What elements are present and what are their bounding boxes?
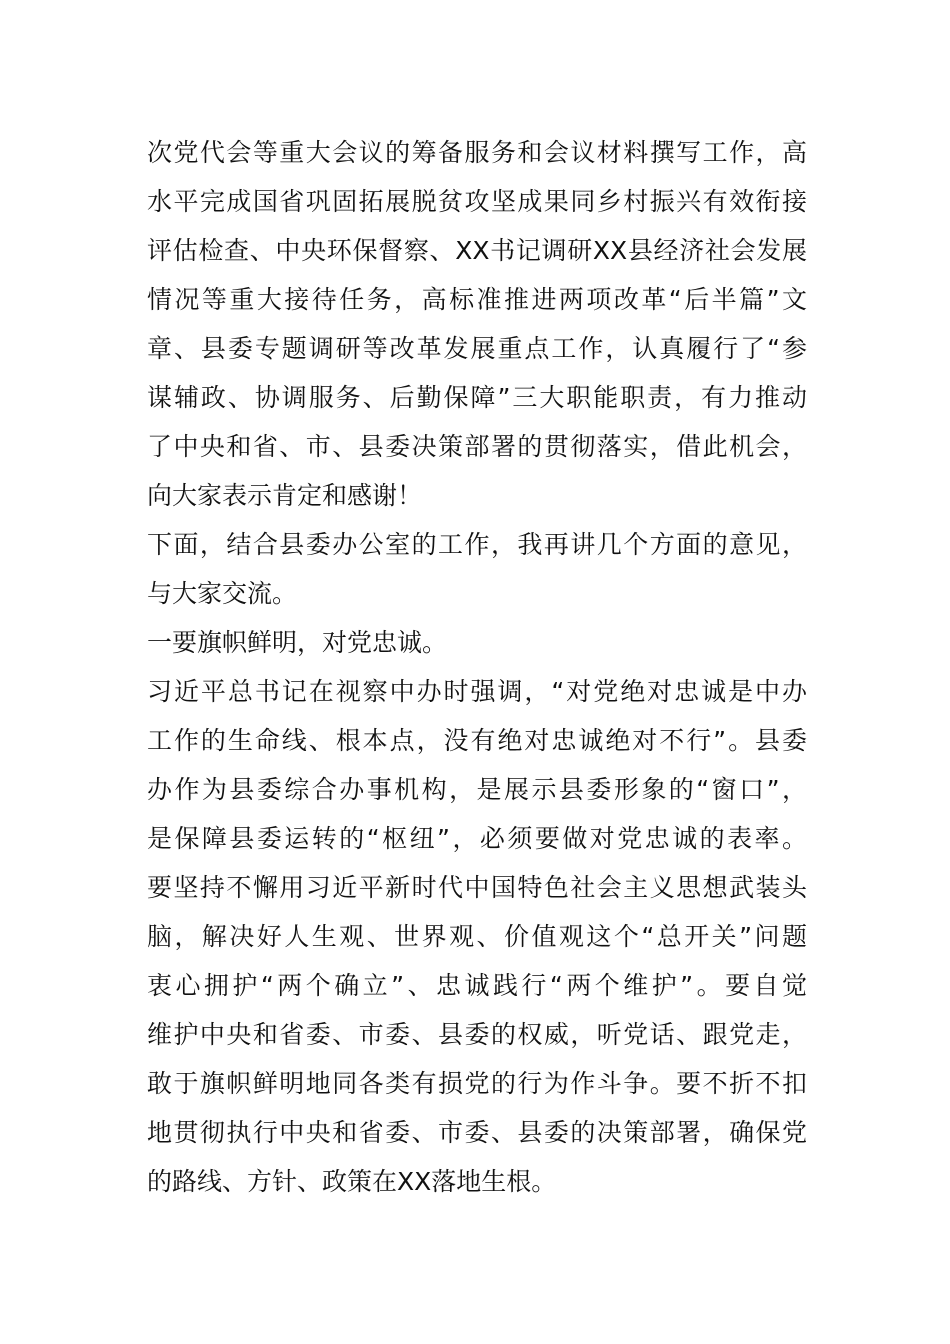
paragraph-2-line-2: 与大家交流。	[147, 579, 298, 608]
paragraph-4-line-6: 脑，解决好人生观、世界观、价值观这个“总开关”问题	[147, 922, 807, 951]
paragraph-4-line-8: 维护中央和省委、市委、县委的权威，听党话、跟党走，	[147, 1020, 807, 1049]
paragraph-1-line-5: 章、县委专题调研等改革发展重点工作，认真履行了“参	[147, 334, 807, 363]
paragraph-4-line-5: 要坚持不懈用习近平新时代中国特色社会主义思想武装头	[147, 873, 807, 902]
section-heading: 一要旗帜鲜明，对党忠诚。	[147, 628, 448, 657]
paragraph-1-line-7: 了中央和省、市、县委决策部署的贯彻落实，借此机会，	[147, 432, 807, 461]
paragraph-1-line-2: 水平完成国省巩固拓展脱贫攻坚成果同乡村振兴有效衔接	[147, 187, 807, 216]
paragraph-4-line-11: 的路线、方针、政策在XX落地生根。	[147, 1167, 557, 1196]
paragraph-4-line-2: 工作的生命线、根本点，没有绝对忠诚绝对不行”。县委	[147, 726, 807, 755]
paragraph-1-line-3: 评估检查、中央环保督察、XX书记调研XX县经济社会发展	[147, 236, 807, 265]
paragraph-1-line-1: 次党代会等重大会议的筹备服务和会议材料撰写工作，高	[147, 138, 807, 167]
paragraph-4-line-3: 办作为县委综合办事机构，是展示县委形象的“窗口”，	[147, 775, 807, 804]
paragraph-4-line-7: 衷心拥护“两个确立”、忠诚践行“两个维护”。要自觉	[147, 971, 807, 1000]
paragraph-1-line-4: 情况等重大接待任务，高标准推进两项改革“后半篇”文	[147, 285, 807, 314]
paragraph-2-line-1: 下面，结合县委办公室的工作，我再讲几个方面的意见，	[147, 530, 807, 559]
paragraph-4-line-4: 是保障县委运转的“枢纽”，必须要做对党忠诚的表率。	[147, 824, 807, 853]
paragraph-4-line-9: 敢于旗帜鲜明地同各类有损党的行为作斗争。要不折不扣	[147, 1069, 807, 1098]
paragraph-1-line-6: 谋辅政、协调服务、后勤保障”三大职能职责，有力推动	[147, 383, 807, 412]
paragraph-4-line-1: 习近平总书记在视察中办时强调，“对党绝对忠诚是中办	[147, 677, 807, 706]
paragraph-4-line-10: 地贯彻执行中央和省委、市委、县委的决策部署，确保党	[147, 1118, 807, 1147]
paragraph-1-line-8: 向大家表示肯定和感谢！	[147, 481, 423, 510]
